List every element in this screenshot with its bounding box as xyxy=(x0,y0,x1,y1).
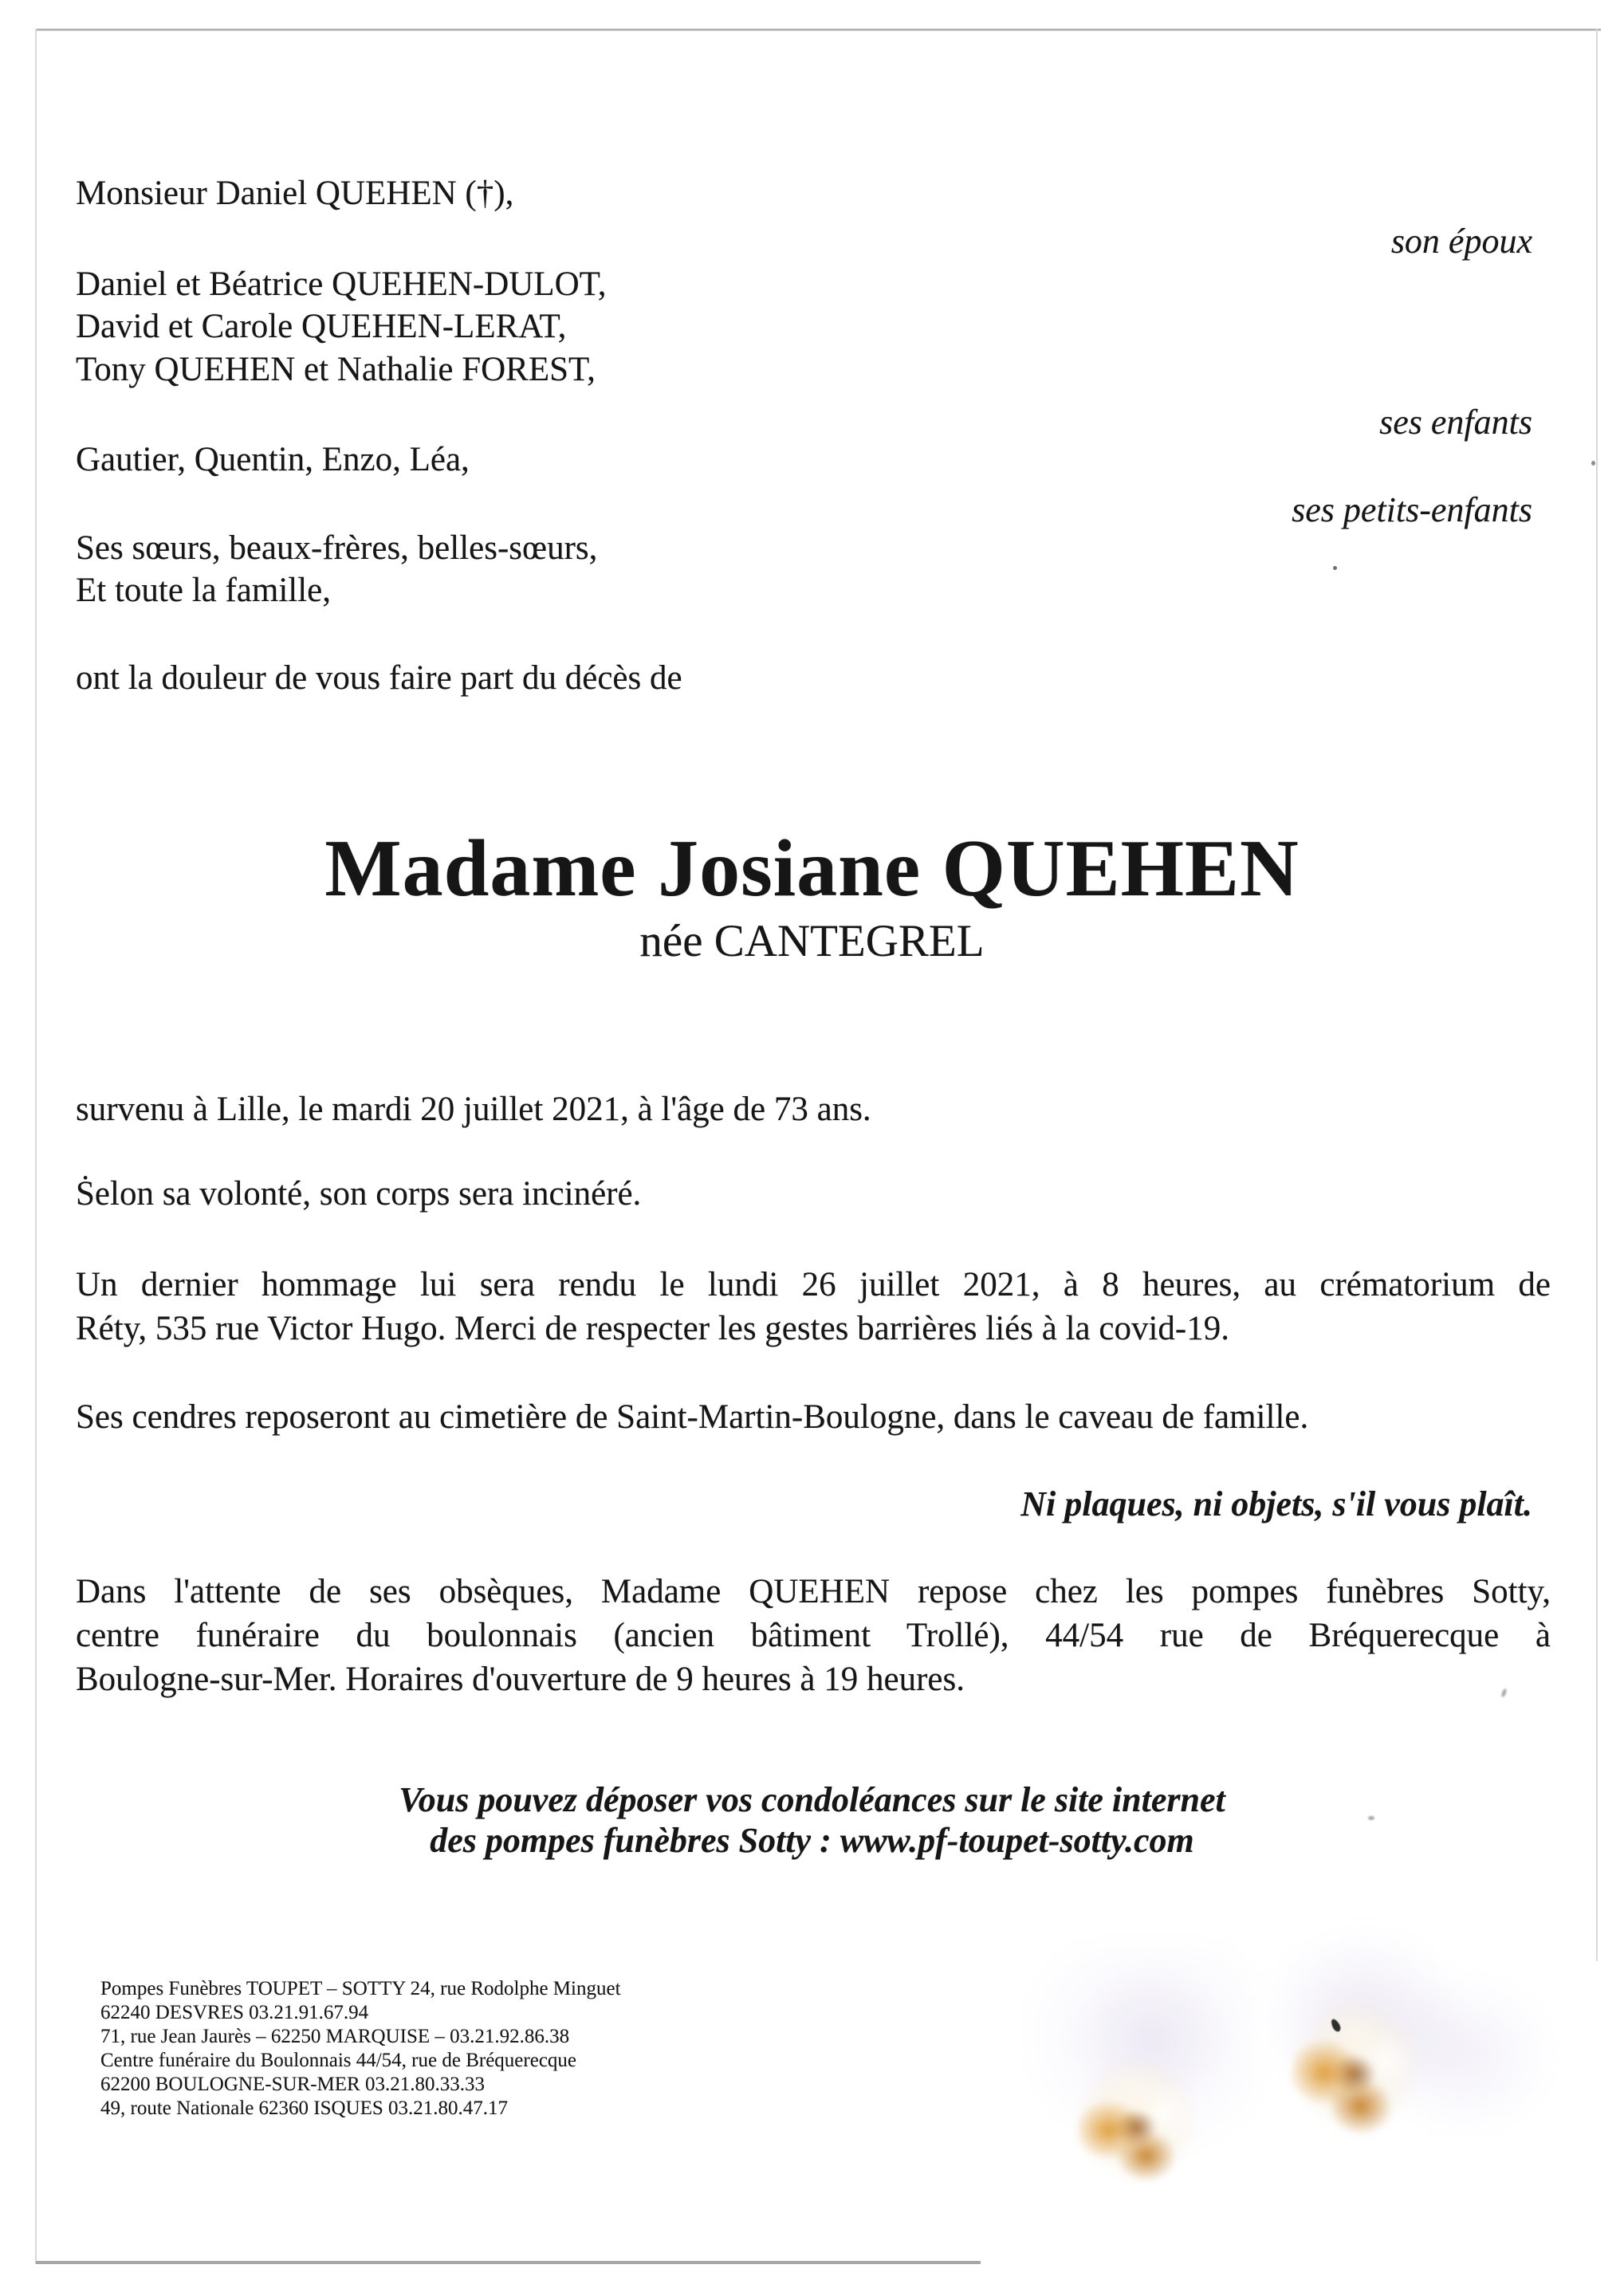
child-line-2: David et Carole QUEHEN-LERAT, xyxy=(76,308,567,345)
deceased-name: Madame Josiane QUEHEN xyxy=(324,824,1300,914)
orchid-left-stem xyxy=(1047,2138,1162,2296)
child-line-3: Tony QUEHEN et Nathalie FOREST, xyxy=(76,351,596,388)
repose-paragraph-line-1: Dans l'attente de ses obsèques, Madame QUEHEN repose chez les pompes funèbres Sotty, xyxy=(76,1573,1551,1610)
repose-paragraph-line-2: centre funéraire du boulonnais (ancien bâtiment Trollé), 44/54 rue de Bréquerecque à xyxy=(76,1617,1551,1654)
condolences-line-1: Vous pouvez déposer vos condoléances sur le site internet xyxy=(399,1780,1225,1819)
orchid-right-stem xyxy=(1289,2104,1403,2292)
scan-border-bottom xyxy=(36,2261,981,2264)
spouse-name-line: Monsieur Daniel QUEHEN (†), xyxy=(76,175,514,212)
cremation-line: Ṡelon sa volonté, son corps sera incinéré. xyxy=(76,1175,642,1213)
repose-paragraph-line-3: Boulogne-sur-Mer. Horaires d'ouverture de 9 heures à 19 heures. xyxy=(76,1661,965,1698)
orchid-left-glow xyxy=(1024,1945,1256,2152)
family-line-2: Et toute la famille, xyxy=(76,572,332,609)
orchid-left-stem-shadow xyxy=(985,2152,1120,2288)
scan-speck xyxy=(1333,566,1337,570)
footer-line-2: 62240 DESVRES 03.21.91.67.94 xyxy=(100,2002,369,2023)
homage-paragraph-line-1: Un dernier hommage lui sera rendu le lundi 26 juillet 2021, à 8 heures, au crématorium de xyxy=(76,1266,1551,1303)
grandchildren-relation-label: ses petits-enfants xyxy=(1292,490,1532,529)
orchid-flower-left xyxy=(1078,2055,1196,2184)
homage-paragraph-line-2: Réty, 535 rue Victor Hugo. Merci de respecter les gestes barrières liés à la covid-19. xyxy=(76,1310,1229,1347)
footer-line-5: 62200 BOULOGNE-SUR-MER 03.21.80.33.33 xyxy=(100,2074,485,2095)
footer-line-4: Centre funéraire du Boulonnais 44/54, rue de Bréquerecque xyxy=(100,2050,577,2071)
orchid-right-glow xyxy=(1240,1897,1551,2168)
no-plaques-request-line: Ni plaques, ni objets, s'il vous plaît. xyxy=(1020,1484,1532,1523)
scan-speck xyxy=(1368,1816,1374,1820)
intro-line: ont la douleur de vous faire part du décès de xyxy=(76,659,682,697)
death-details-line: survenu à Lille, le mardi 20 juillet 2021, à l'âge de 73 ans. xyxy=(76,1091,871,1128)
child-line-1: Daniel et Béatrice QUEHEN-DULOT, xyxy=(76,265,607,303)
spouse-relation-label: son époux xyxy=(1390,222,1532,261)
scan-border-right xyxy=(1596,29,1598,1961)
grandchildren-line: Gautier, Quentin, Enzo, Léa, xyxy=(76,441,470,478)
scan-border-top xyxy=(36,29,1601,31)
orchid-flower-right xyxy=(1284,1987,1428,2145)
deceased-maiden-name: née CANTEGREL xyxy=(639,916,985,966)
homage-paragraph xyxy=(76,1263,1551,1350)
funeral-home-footer xyxy=(100,1977,621,2121)
footer-line-3: 71, rue Jean Jaurès – 62250 MARQUISE – 03.21.92.86.38 xyxy=(100,2026,570,2047)
scan-border-left xyxy=(35,29,37,2264)
ashes-line: Ses cendres reposeront au cimetière de Saint-Martin-Boulogne, dans le caveau de famille. xyxy=(76,1398,1309,1436)
scan-speck xyxy=(1591,461,1595,466)
footer-line-1: Pompes Funèbres TOUPET – SOTTY 24, rue Rodolphe Minguet xyxy=(100,1978,621,1999)
footer-line-6: 49, route Nationale 62360 ISQUES 03.21.80.47.17 xyxy=(100,2097,509,2119)
condolences-line-2: des pompes funèbres Sotty : www.pf-toupet-sotty.com xyxy=(430,1821,1194,1860)
family-line-1: Ses sœurs, beaux-frères, belles-sœurs, xyxy=(76,529,598,567)
children-relation-label: ses enfants xyxy=(1379,403,1532,442)
orchid-right-dark-fleck xyxy=(1330,2018,1343,2033)
repose-paragraph xyxy=(76,1570,1551,1701)
